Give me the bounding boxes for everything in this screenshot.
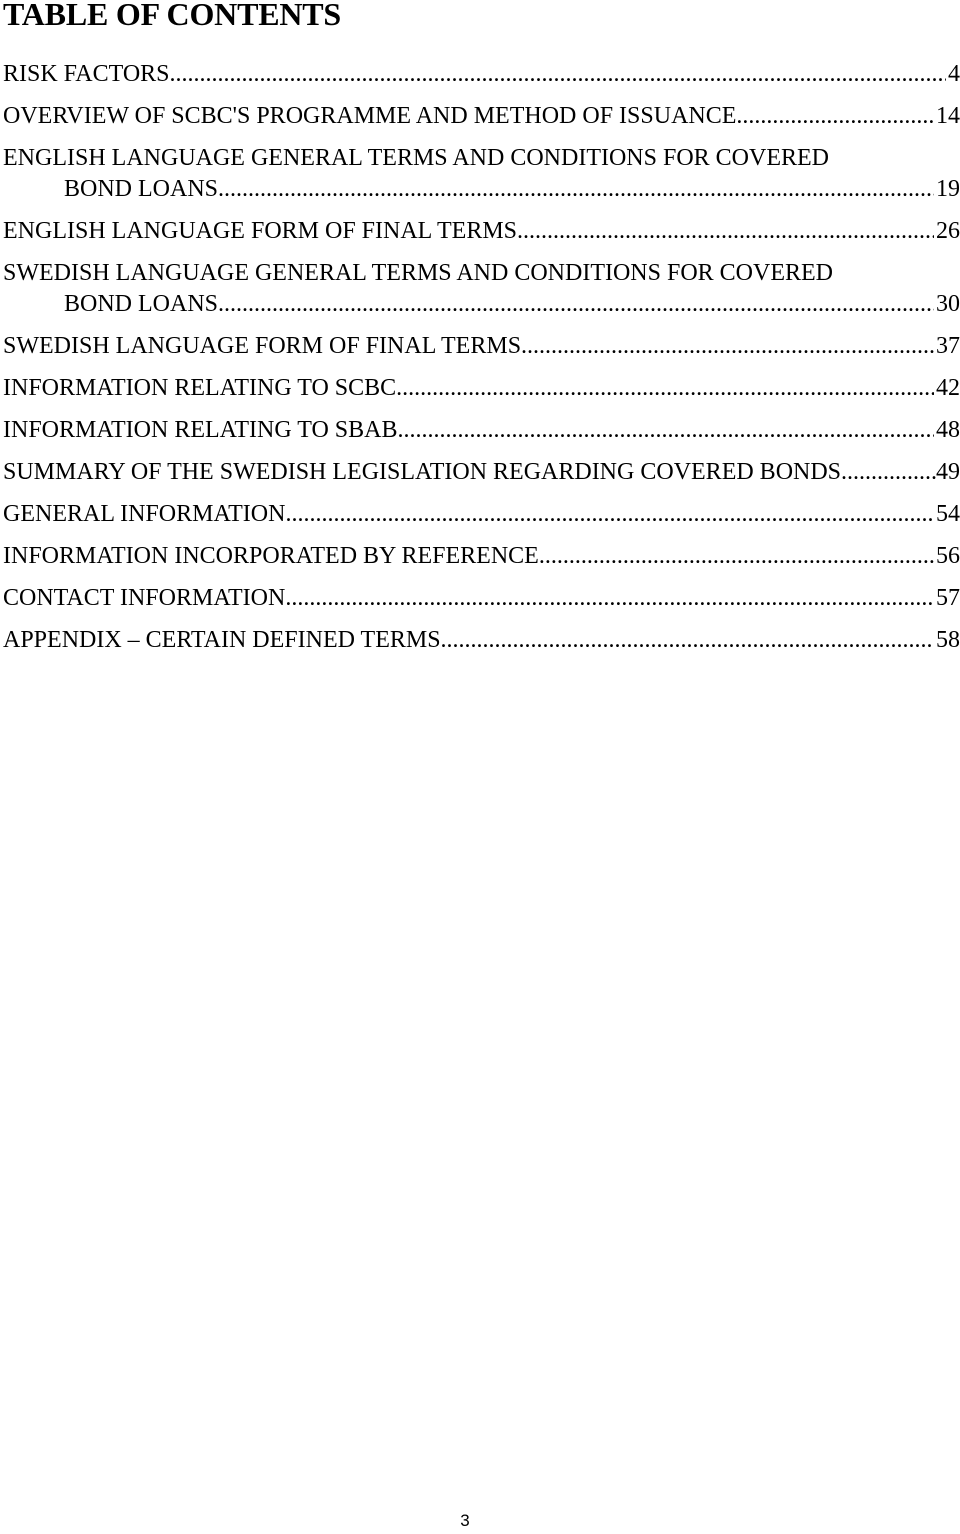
toc-page-number: 19 <box>936 176 960 202</box>
toc-entry-text: APPENDIX – CERTAIN DEFINED TERMS <box>3 627 441 653</box>
toc-entry-text: INFORMATION RELATING TO SCBC <box>3 375 397 401</box>
toc-page-number: 42 <box>936 375 960 401</box>
toc-entry-english-general-terms[interactable] <box>3 143 960 205</box>
dot-leader <box>517 216 934 247</box>
dot-leader <box>396 373 934 404</box>
toc-page-number: 30 <box>936 291 960 317</box>
toc-entry-text: SWEDISH LANGUAGE GENERAL TERMS AND CONDITIONS FOR COVERED <box>3 260 834 286</box>
toc-entry-text: SUMMARY OF THE SWEDISH LEGISLATION REGARDING COVERED BONDS <box>3 459 842 485</box>
table-of-contents <box>3 59 960 667</box>
page-title: TABLE OF CONTENTS <box>3 0 342 32</box>
dot-leader <box>285 499 934 530</box>
dot-leader <box>397 415 934 446</box>
toc-entry-text-continued: BOND LOANS <box>64 176 219 202</box>
toc-entry-text: CONTACT INFORMATION <box>3 585 286 611</box>
toc-entry-general-information[interactable] <box>3 499 960 530</box>
toc-entry-overview[interactable] <box>3 101 960 132</box>
toc-entry-text: RISK FACTORS <box>3 61 170 87</box>
toc-page-number: 4 <box>948 61 960 87</box>
dot-leader <box>841 457 936 488</box>
toc-page-number: 57 <box>936 585 960 611</box>
dot-leader <box>170 59 947 90</box>
toc-page-number: 54 <box>936 501 960 527</box>
toc-entry-contact-information[interactable] <box>3 583 960 614</box>
toc-page-number: 14 <box>936 103 960 129</box>
dot-leader <box>539 541 934 572</box>
toc-page-number: 49 <box>936 459 960 485</box>
dot-leader <box>736 101 934 132</box>
toc-entry-info-sbab[interactable] <box>3 415 960 446</box>
toc-page-number: 26 <box>936 218 960 244</box>
toc-entry-english-final-terms[interactable] <box>3 216 960 247</box>
toc-entry-text: ENGLISH LANGUAGE GENERAL TERMS AND CONDITIONS FOR COVERED <box>3 145 829 171</box>
toc-entry-text: ENGLISH LANGUAGE FORM OF FINAL TERMS <box>3 218 518 244</box>
dot-leader <box>521 331 934 362</box>
toc-page-number: 37 <box>936 333 960 359</box>
toc-entry-text: GENERAL INFORMATION <box>3 501 286 527</box>
page-number: 3 <box>460 1511 470 1530</box>
dot-leader <box>285 583 934 614</box>
toc-entry-info-scbc[interactable] <box>3 373 960 404</box>
toc-entry-swedish-final-terms[interactable] <box>3 331 960 362</box>
toc-entry-risk-factors[interactable] <box>3 59 960 90</box>
toc-page-number: 48 <box>936 417 960 443</box>
toc-entry-text: SWEDISH LANGUAGE FORM OF FINAL TERMS <box>3 333 522 359</box>
toc-entry-swedish-general-terms[interactable] <box>3 258 960 320</box>
toc-entry-text: INFORMATION INCORPORATED BY REFERENCE <box>3 543 539 569</box>
dot-leader <box>218 174 934 205</box>
toc-page-number: 56 <box>936 543 960 569</box>
toc-entry-text-continued: BOND LOANS <box>64 291 219 317</box>
toc-entry-incorporated-by-reference[interactable] <box>3 541 960 572</box>
toc-page-number: 58 <box>936 627 960 653</box>
dot-leader <box>441 625 934 656</box>
dot-leader <box>218 289 934 320</box>
toc-entry-legislation-summary[interactable] <box>3 457 960 488</box>
toc-entry-text: OVERVIEW OF SCBC'S PROGRAMME AND METHOD OF ISSUANCE <box>3 103 737 129</box>
toc-entry-text: INFORMATION RELATING TO SBAB <box>3 417 398 443</box>
toc-entry-appendix[interactable] <box>3 625 960 656</box>
